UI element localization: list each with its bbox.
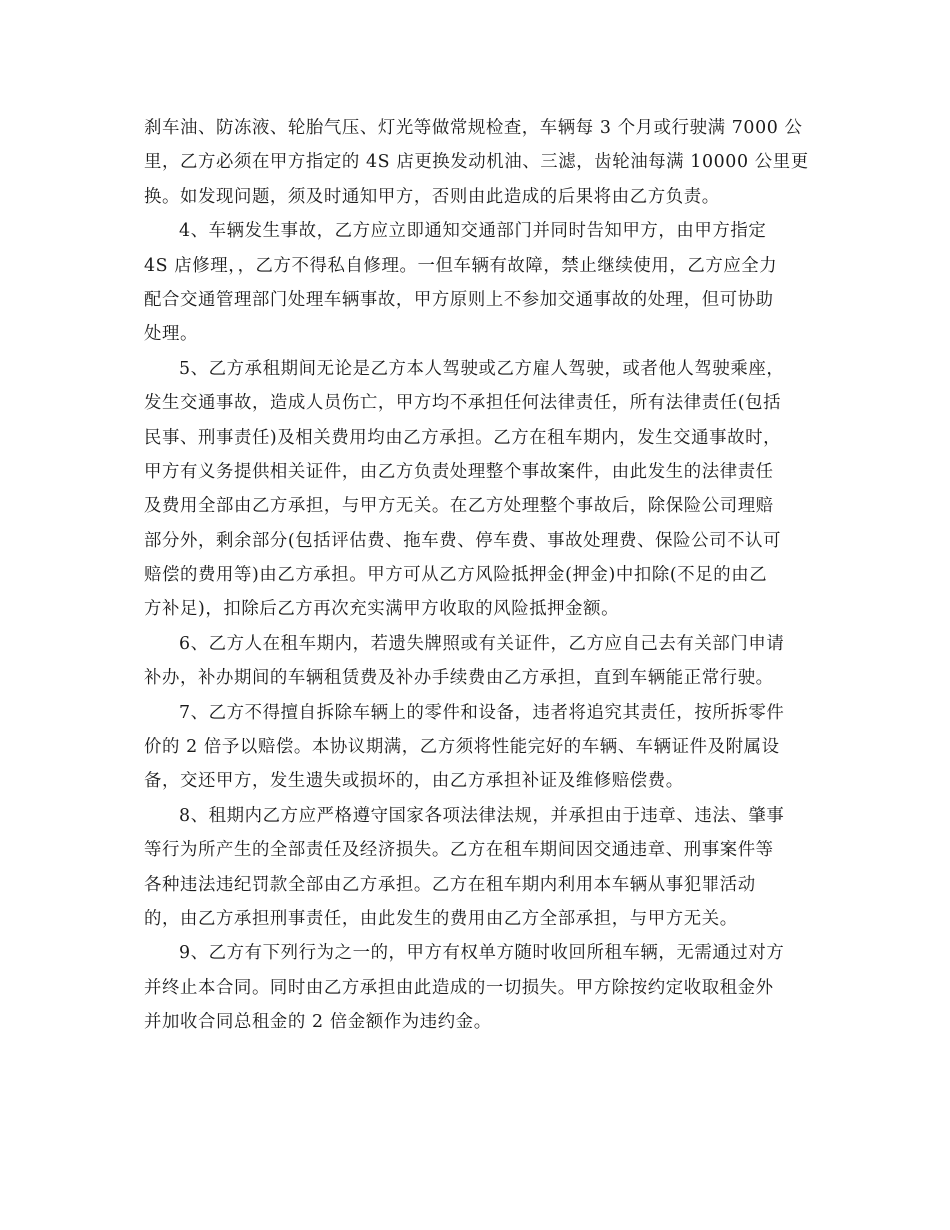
text-line: 赔偿的费用等)由乙方承担。甲方可从乙方风险抵押金(押金)中扣除(不足的由乙 [144, 565, 768, 586]
text-line: 及费用全部由乙方承担，与甲方无关。在乙方处理整个事故后，除保险公司理赔 [144, 496, 774, 517]
clause-5-start: 5、乙方承租期间无论是乙方本人驾驶或乙方雇人驾驶，或者他人驾驶乘座， [179, 358, 785, 379]
document-body [144, 111, 810, 1040]
text-line: 各种违法违纪罚款全部由乙方承担。乙方在租车期内利用本车辆从事犯罪活动 [144, 874, 756, 895]
text-line: 并终止本合同。同时由乙方承担由此造成的一切损失。甲方除按约定收取租金外 [144, 977, 774, 998]
text-line: 换。如发现问题，须及时通知甲方，否则由此造成的后果将由乙方负责。 [144, 186, 720, 207]
text-line: 民事、刑事责任)及相关费用均由乙方承担。乙方在租车期内，发生交通事故时， [144, 427, 782, 448]
text-line: 并加收合同总租金的 2 倍金额作为违约金。 [144, 1012, 492, 1033]
text-line: 处理。 [144, 324, 198, 345]
text-line: 4S 店修理，，乙方不得私自修理。一但车辆有故障，禁止继续使用，乙方应全力 [144, 255, 778, 276]
clause-7-start: 7、乙方不得擅自拆除车辆上的零件和设备，违者将追究其责任，按所拆零件 [179, 702, 785, 723]
text-line: 刹车油、防冻液、轮胎气压、灯光等做常规检查，车辆每 3 个月或行驶满 7000 公 [144, 118, 803, 138]
text-line: 的，由乙方承担刑事责任，由此发生的费用由乙方全部承担，与甲方无关。 [144, 908, 738, 929]
text-line: 部分外，剩余部分(包括评估费、拖车费、停车费、事故处理费、保险公司不认可 [144, 530, 782, 551]
clause-4-start: 4、车辆发生事故，乙方应立即通知交通部门并同时告知甲方，由甲方指定 [179, 221, 767, 242]
text-line: 配合交通管理部门处理车辆事故，甲方原则上不参加交通事故的处理，但可协助 [144, 289, 774, 310]
text-line: 甲方有义务提供相关证件，由乙方负责处理整个事故案件，由此发生的法律责任 [144, 461, 774, 482]
text-line: 发生交通事故，造成人员伤亡，甲方均不承担任何法律责任，所有法律责任(包括 [144, 393, 782, 414]
clause-9-start: 9、乙方有下列行为之一的，甲方有权单方随时收回所租车辆，无需通过对方 [179, 943, 785, 964]
text-line: 补办，补办期间的车辆租赁费及补办手续费由乙方承担，直到车辆能正常行驶。 [144, 668, 774, 689]
text-line: 里，乙方必须在甲方指定的 4S 店更换发动机油、三滤，齿轮油每满 10000 公里更 [144, 152, 809, 173]
clause-8-start: 8、租期内乙方应严格遵守国家各项法律法规，并承担由于违章、违法、肇事 [179, 805, 785, 826]
text-line: 备，交还甲方，发生遗失或损坏的，由乙方承担补证及维修赔偿费。 [144, 771, 684, 792]
text-line: 价的 2 倍予以赔偿。本协议期满，乙方须将性能完好的车辆、车辆证件及附属设 [144, 737, 780, 758]
clause-6-start: 6、乙方人在租车期内，若遗失牌照或有关证件，乙方应自己去有关部门申请 [179, 633, 785, 654]
text-line: 方补足)，扣除后乙方再次充实满甲方收取的风险抵押金额。 [144, 599, 620, 620]
text-line: 等行为所产生的全部责任及经济损失。乙方在租车期间因交通违章、刑事案件等 [144, 840, 774, 861]
